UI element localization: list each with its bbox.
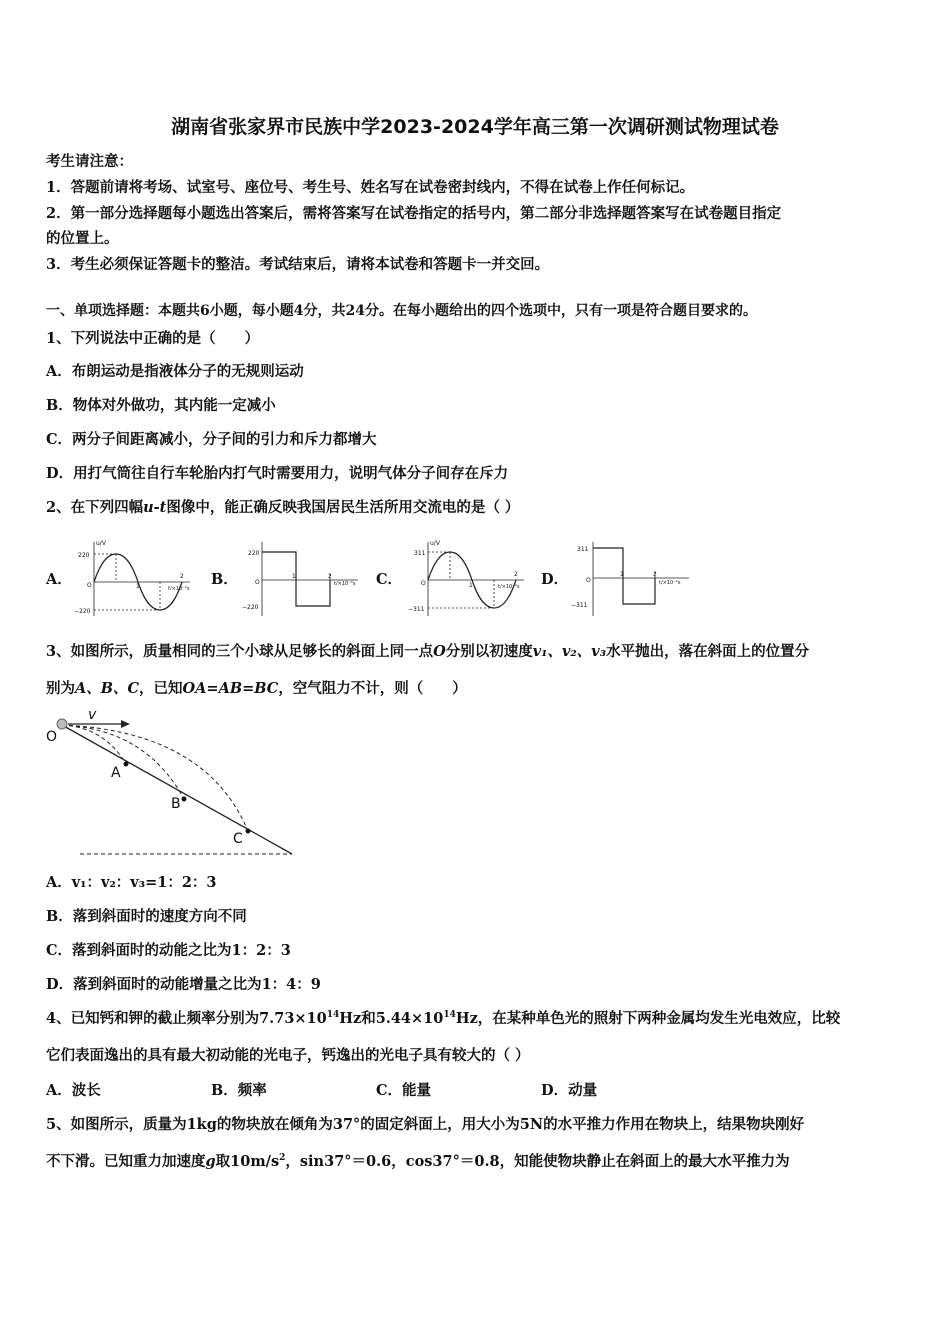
graph-b-origin: O [255, 579, 260, 586]
q1-option-b: B．物体对外做功，其内能一定减小 [46, 397, 276, 414]
q3-option-d: D．落到斜面时的动能增量之比为1：4：9 [46, 976, 321, 993]
notice-item-2: 2．第一部分选择题每小题选出答案后，需将答案写在试卷指定的括号内，第二部分非选择题答案写在试卷题目指定 [46, 205, 782, 222]
q4-option-c: C．能量 [376, 1082, 432, 1099]
graph-d-bot: −311 [571, 602, 588, 609]
q5-stem-line-2 [46, 1150, 790, 1171]
diagram-v-label: v [88, 707, 97, 723]
q2-stem-post: 图像中，能正确反映我国居民生活所用交流电的是（ ） [166, 499, 520, 516]
q3-l2-eq: OA=AB=BC [182, 680, 279, 697]
q2-graph-b [232, 538, 360, 618]
q3-l1-vars: v₁、v₂、v₃ [532, 643, 607, 660]
notice-item-3: 3．考生必须保证答题卡的整洁。考试结束后，请将本试卷和答题卡一并交回。 [46, 256, 550, 273]
q2-stem-pre: 2、在下列四幅 [46, 499, 144, 516]
graph-a-tick2: 2 [180, 573, 184, 580]
q3-l2-post: ，空气阻力不计，则（ ） [278, 680, 467, 697]
graph-c-bot: −311 [408, 606, 425, 613]
q1-option-a: A．布朗运动是指液体分子的无规则运动 [46, 363, 304, 380]
graph-b-bot: −220 [242, 604, 259, 611]
q1-option-c: C．两分子间距离减小，分子间的引力和斥力都增大 [46, 431, 377, 448]
q2-option-c-label: C． [376, 571, 403, 588]
notice-item-2-cont: 的位置上。 [46, 230, 119, 247]
q2-stem-var: u-t [143, 499, 167, 516]
ball-icon [57, 719, 67, 729]
graph-d-origin: O [586, 577, 591, 584]
diagram-a-label: A [111, 765, 121, 781]
graph-c-top: 311 [414, 550, 426, 557]
q2-stem [46, 496, 519, 517]
graph-d-tick1: 1 [620, 571, 624, 578]
q5-l2-exp: 2 [279, 1153, 286, 1164]
q1-stem: 1、下列说法中正确的是（ ） [46, 330, 260, 347]
graph-d-tick2: 2 [653, 571, 657, 578]
q3-option-b: B．落到斜面时的速度方向不同 [46, 908, 247, 925]
graph-c-tick2: 2 [514, 571, 518, 578]
q2-graph-a [72, 538, 194, 618]
graph-a-ylabel: u/V [96, 540, 106, 547]
graph-a-tick1: 1 [136, 583, 140, 590]
q4-option-a: A．波长 [46, 1082, 101, 1099]
graph-b-xlabel: t/×10⁻²s [334, 581, 356, 587]
q1-option-d: D．用打气筒往自行车轮胎内打气时需要用力，说明气体分子间存在斥力 [46, 465, 509, 482]
q4-exp-2: 14 [443, 1010, 456, 1021]
q4-option-b: B．频率 [211, 1082, 267, 1099]
q4-l1-pre: 4、已知钙和钾的截止频率分别为7.73×10 [46, 1010, 327, 1027]
q4-option-d: D．动量 [541, 1082, 598, 1099]
q4-stem-line-2: 它们表面逸出的具有最大初动能的光电子，钙逸出的光电子具有较大的（ ） [46, 1047, 530, 1064]
graph-a-xlabel: t/×10⁻²s [168, 586, 190, 592]
q4-l1-mid: Hz和5.44×10 [339, 1010, 444, 1027]
graph-a-top: 220 [78, 552, 90, 559]
graph-c-origin: O [421, 580, 426, 587]
q3-l2-pts: A、B、C [75, 680, 140, 697]
diagram-b-label: B [171, 796, 181, 812]
diagram-o-label: O [46, 729, 58, 745]
q2-option-d-label: D． [541, 571, 569, 588]
q4-exp-1: 14 [326, 1010, 340, 1021]
q3-l1-pre: 3、如图所示，质量相同的三个小球从足够长的斜面上同一点 [46, 643, 434, 660]
q3-l1-O: O [433, 643, 446, 660]
graph-a-origin: O [87, 582, 92, 589]
q5-l2-post: ，sin37°＝0.6，cos37°＝0.8，知能使物块静止在斜面上的最大水平推力为 [285, 1153, 790, 1170]
graph-b-tick1: 1 [292, 573, 296, 580]
q3-option-c: C．落到斜面时的动能之比为1：2：3 [46, 942, 291, 959]
q3-l2-mid: ，已知 [139, 680, 183, 697]
graph-d-xlabel: t/×10⁻²s [659, 580, 681, 586]
q2-option-a-label: A． [46, 571, 72, 588]
q3-l1-mid: 分别以初速度 [445, 643, 533, 660]
q5-stem-line-1: 5、如图所示，质量为1kg的物块放在倾角为37°的固定斜面上，用大小为5N的水平推力作用在物块上，结果物块刚好 [46, 1116, 805, 1133]
graph-c-tick1: 1 [469, 582, 473, 589]
diagram-c-label: C [233, 831, 243, 847]
q2-graph-c [398, 538, 526, 618]
q3-incline-diagram [46, 705, 306, 860]
section-heading: 一、单项选择题：本题共6小题，每小题4分，共24分。在每小题给出的四个选项中，只有一项是符合题目要求的。 [46, 303, 757, 319]
q3-l2-pre: 别为 [46, 680, 75, 697]
graph-b-tick2: 2 [328, 573, 332, 580]
q2-option-b-label: B． [211, 571, 238, 588]
notice-item-1: 1．答题前请将考场、试室号、座位号、考生号、姓名写在试卷密封线内，不得在试卷上作任何标记。 [46, 179, 695, 196]
q5-l2-mid: 取10m/s [215, 1153, 280, 1170]
q4-stem-line-1 [46, 1007, 840, 1028]
q5-l2-pre: 不下滑。已知重力加速度 [46, 1153, 206, 1170]
q3-option-a: A．v₁：v₂：v₃=1：2：3 [46, 874, 217, 891]
notice-heading: 考生请注意： [46, 153, 133, 170]
graph-a-bot: −220 [74, 608, 91, 615]
page-title: 湖南省张家界市民族中学2023-2024学年高三第一次调研测试物理试卷 [171, 116, 779, 138]
graph-b-top: 220 [248, 550, 260, 557]
graph-c-ylabel: u/V [430, 540, 440, 547]
q2-graph-d [563, 538, 691, 618]
graph-d-top: 311 [577, 546, 589, 553]
q5-l2-g: g [205, 1153, 216, 1170]
q3-stem-line-1 [46, 640, 809, 661]
q3-l1-post: 水平抛出，落在斜面上的位置分 [606, 643, 810, 660]
q3-stem-line-2 [46, 677, 467, 698]
graph-c-xlabel: t/×10⁻²s [498, 584, 520, 590]
q4-l1-post: Hz，在某种单色光的照射下两种金属均发生光电效应，比较 [455, 1010, 841, 1027]
